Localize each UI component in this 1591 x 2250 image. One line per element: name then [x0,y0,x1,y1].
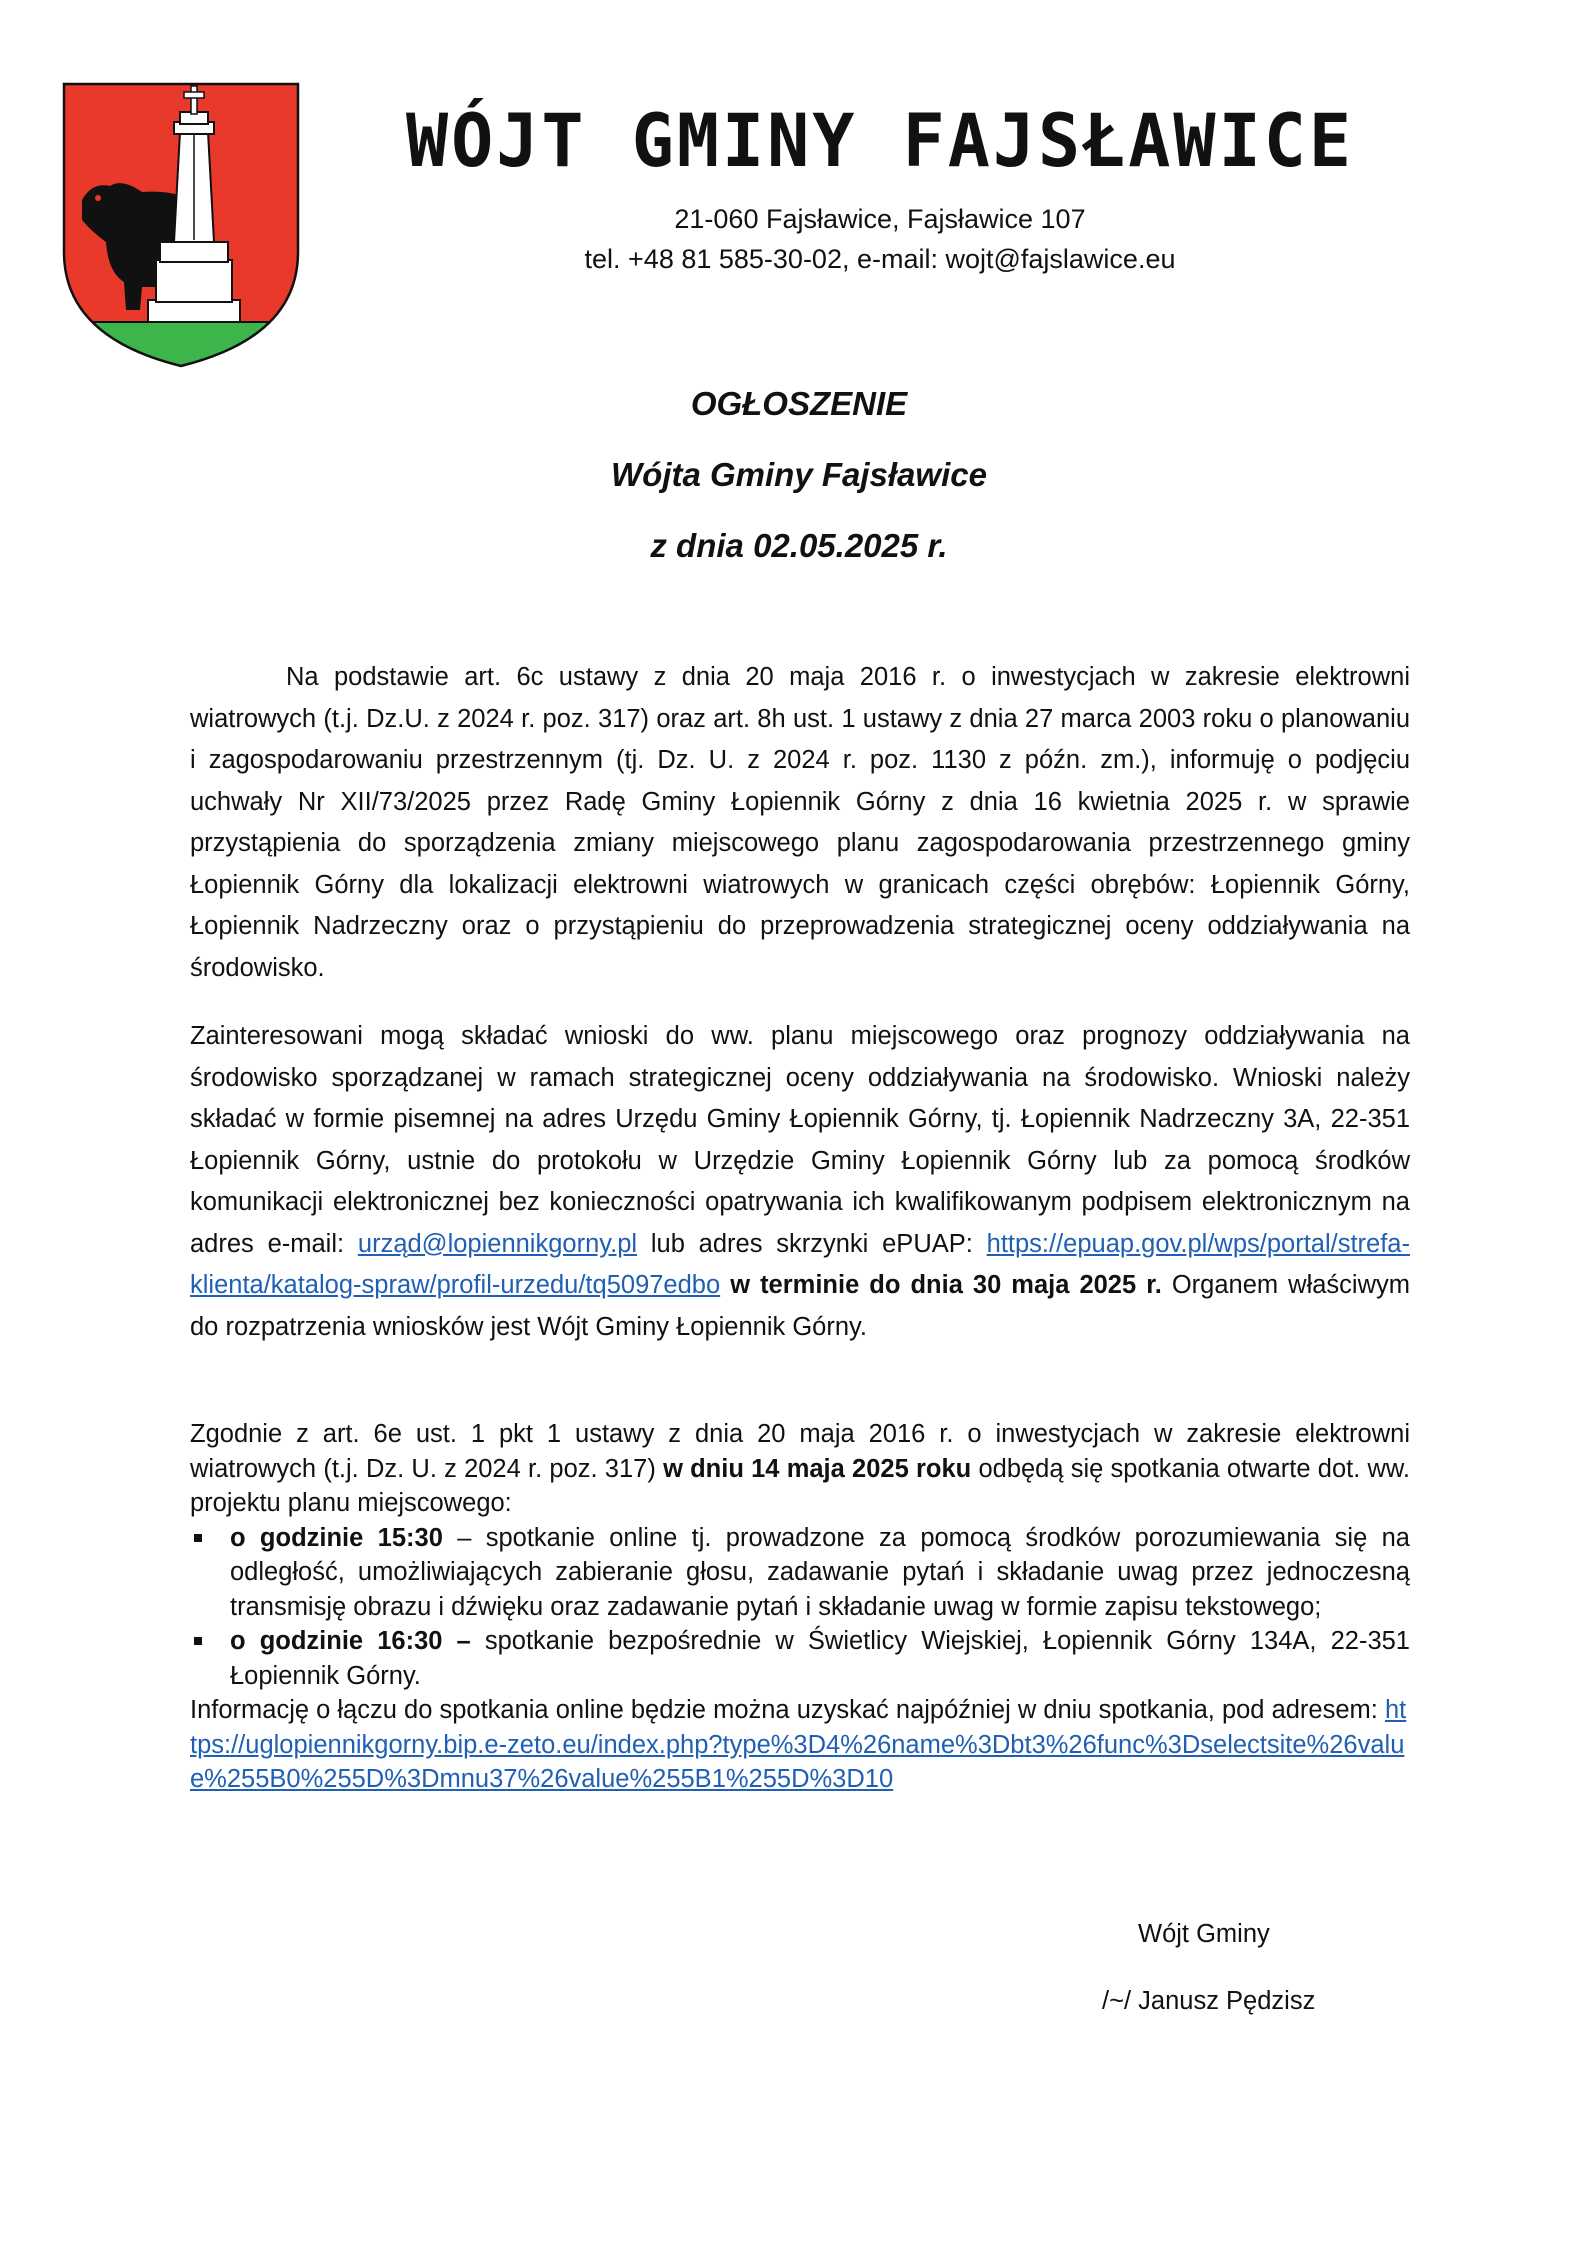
submissions-text: Zainteresowani mogą składać wnioski do ww. planu miejscowego oraz prognozy oddziaływania na środowisko sporządzanej w ramach strategicznej oceny oddziaływania na środowisko. Wnioski należy składać w formie pisemnej na adres Urzędu Gminy Łopiennik Górny, tj. Łopiennik Nadrzeczny 3A, 22-351 Łopiennik Górny, ustnie do protokołu w Urzędzie Gminy Łopiennik Górny lub za pomocą środków komunikacji elektronicznej bez konieczności opatrywania ich kwalifikowanym podpisem elektronicznym na adres e-mail: [190,1022,1410,1258]
bullet-square-icon [194,1534,202,1542]
list-item [190,1624,1410,1693]
coat-of-arms-icon [62,82,300,368]
bullet-square-icon [194,1637,202,1645]
signature-name: /~/ Janusz Pędzisz [1102,1987,1316,2015]
online-info-text: Informację o łączu do spotkania online będzie można uzyskać najpóźniej w dniu spotkania, pod adresem: [190,1696,1378,1724]
meeting-date: w dniu 14 maja 2025 roku [663,1454,972,1483]
epuap-link[interactable]: https://epuap.gov.pl/wps/portal/strefa-klienta/katalog-spraw/profil-urzedu/tq5097edbo [190,1229,1410,1299]
issuer-contact: tel. +48 81 585-30-02, e-mail: wojt@fajslawice.eu [584,244,1176,274]
epuap-label: lub adres skrzynki ePUAP: [650,1229,973,1258]
announcement-title: OGŁOSZENIE [690,385,908,422]
meeting-time: o godzinie 16:30 – [230,1627,471,1655]
meetings-intro-tail: odbędą się spotkania otwarte dot. ww. projektu planu miejscowego: [190,1454,1411,1517]
meetings-intro [190,1417,1410,1521]
announcement-date: z dnia 02.05.2025 r. [650,527,948,564]
paragraph-meetings [190,1417,1410,1797]
meetings-list [190,1521,1410,1694]
authority-text: Organem właściwym do rozpatrzenia wniosków jest Wójt Gminy Łopiennik Górny. [190,1271,1410,1341]
meeting-description: – spotkanie online tj. prowadzone za pomocą środków porozumiewania się na odległość, umożliwiających zabieranie głosu, zadawanie pytań i składanie uwag przez jednoczesną transmisję obrazu i dźwięku oraz zadawanie pytań i składanie uwag w formie zapisu tekstowego; [230,1523,1410,1621]
email-link[interactable]: urząd@lopiennikgorny.pl [357,1229,638,1258]
meetings-intro-text: Zgodnie z art. 6e ust. 1 pkt 1 ustawy z dnia 20 maja 2016 r. o inwestycjach w zakresie elektrowni wiatrowych (t.j. Dz. U. z 2024 r. poz. 317) [190,1420,1410,1483]
bip-link[interactable]: https://uglopiennikgorny.bip.e-zeto.eu/index.php?type%3D4%26name%3Dbt3%26func%3Dselectsite%26value%255B0%255D%3Dmnu37%26value%255B1%255D%3D10 [190,1696,1407,1793]
issuer-title: WÓJT GMINY FAJSŁAWICE [405,97,1354,185]
paragraph-submissions [190,1016,1410,1348]
list-item [190,1521,1410,1625]
issuer-address: 21-060 Fajsławice, Fajsławice 107 [674,204,1086,234]
online-info [190,1693,1410,1797]
meeting-description: spotkanie bezpośrednie w Świetlicy Wiejskiej, Łopiennik Górny 134A, 22-351 Łopiennik Górny. [230,1627,1410,1690]
deadline-text: w terminie do dnia 30 maja 2025 r. [730,1271,1162,1299]
meeting-time: o godzinie 15:30 [230,1523,443,1552]
signature-title: Wójt Gminy [1138,1920,1270,1948]
paragraph-legal-basis: Na podstawie art. 6c ustawy z dnia 20 maja 2016 r. o inwestycjach w zakresie elektrowni wiatrowych (t.j. Dz.U. z 2024 r. poz. 317) oraz art. 8h ust. 1 ustawy z dnia 27 marca 2003 roku o planowaniu i zagospodarowaniu przestrzennym (tj. Dz. U. z 2024 r. poz. 1130 z późn. zm.), informuję o podjęciu uchwały Nr XII/73/2025 przez Radę Gminy Łopiennik Górny z dnia 16 kwietnia 2025 r. w sprawie przystąpienia do sporządzenia zmiany miejscowego planu zagospodarowania przestrzennego gminy Łopiennik Górny dla lokalizacji elektrowni wiatrowych w granicach części obrębów: Łopiennik Górny, Łopiennik Nadrzeczny oraz o przystąpieniu do przeprowadzenia strategicznej oceny oddziaływania na środowisko. [190,663,1410,982]
announcement-issuer: Wójta Gminy Fajsławice [611,456,987,493]
